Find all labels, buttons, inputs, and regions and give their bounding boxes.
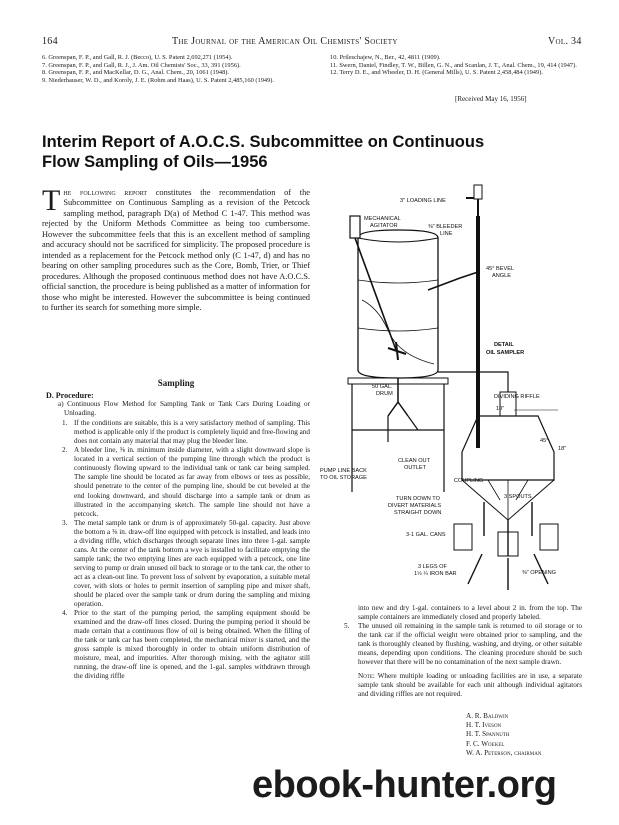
item-continuation: into new and dry 1-gal. containers to a level about 2 in. from the top. The sample containers are immediately closed and properly labeled. xyxy=(358,604,582,622)
label-detail-1: DETAIL xyxy=(494,342,514,348)
intro-text: constitutes the recommendation of the Subcommittee on Continuous Sampling as a revision of the Petcock sampling method, paragraph D(a) of Method C 1-47. This method was rejected by the Uniform Methods Committee as being too cumbersome. However the subcommittee feels that this is an excellent method of sampling and accuracy should not be sacrificed for simplicity. The proposed procedure is intended as a replacement for the Petcock method only (C 1-47, d) and has no bearing on other sampling procedures such as the Core, Bomb, Trier, or Thief procedures. Although the proposed continuous method does not have A.O.C.S. official sanction, the procedure is being published as a matter of information for those who might be interested. However the subcommittee is being continued to further its search for something more simple. xyxy=(42,188,310,312)
drum-top-rim xyxy=(358,238,438,242)
label-turn-2: DIVERT MATERIALS xyxy=(388,503,442,509)
item-text: Prior to the start of the pumping period, the sampling equipment should be examined and the draw-off lines closed. During the pumping period it should be made certain that a continuous flow of oil is being obtained. When the filling of the tank or tank car has been completed, the mechanical mixer is started, and the gross sample is mixed thoroughly in order to obtain uniform distribution of moisture, meal, and impurities. After thorough mixing, with the agitator still running, the draw-off line is opened, and the 1-gal. samples withdrawn through the dividing riffle xyxy=(74,609,310,681)
sample-can xyxy=(540,524,558,550)
volume-number: Vol. 34 xyxy=(548,36,582,47)
signature-name: A. R. Baldwin xyxy=(466,712,509,720)
agitator-blade xyxy=(388,342,406,360)
signature-name: H. T. Iveson xyxy=(466,721,502,730)
label-legs-1: 3 LEGS OF xyxy=(418,564,447,570)
page-number: 164 xyxy=(42,36,58,47)
intro-lead: he following report xyxy=(63,188,148,197)
article-title xyxy=(42,132,587,172)
label-dim-18: 18" xyxy=(558,446,567,452)
outlet-pipes xyxy=(388,416,418,442)
procedure-item xyxy=(62,446,310,518)
reference-item: 7. Greenspan, F. P., and Gall, R. J., J. Am. Oil Chemists' Soc., 33, 391 (1956). xyxy=(42,61,241,69)
label-cans: 3-1 GAL. CANS xyxy=(406,532,446,538)
watermark: ebook-hunter.org xyxy=(252,764,557,806)
label-riffle: DIVIDING RIFFLE xyxy=(494,394,540,400)
label-mechanical: MECHANICAL xyxy=(364,216,401,222)
label-angle-45: 45° xyxy=(540,438,549,444)
bleeder-line xyxy=(428,272,478,290)
title-line-1: Interim Report of A.O.C.S. Subcommittee on Continuous xyxy=(42,133,485,151)
note-label: Note: xyxy=(358,672,375,681)
oil-sampler-diagram xyxy=(318,180,588,600)
label-loading-line: 3" LOADING LINE xyxy=(400,198,446,204)
note-text: Where multiple loading or unloading facilities are in use, a separate sample tank should be available for each unit although individual agitators and dividing riffles are not required. xyxy=(358,672,582,699)
label-dim-10: 10" xyxy=(496,406,505,412)
label-clean-1: CLEAN OUT xyxy=(398,458,431,464)
procedure-subheading: a) Continuous Flow Method for Sampling Tank or Tank Cars During Loading or Unloading. xyxy=(58,400,310,418)
signature-name: W. A. Peterson, chairman xyxy=(466,748,542,757)
signature-name: F. C. Woekel xyxy=(466,739,505,748)
label-pump-1: PUMP LINE BACK xyxy=(320,468,367,474)
loading-line-pipe xyxy=(466,198,478,216)
reference-item: 12. Terry D. E., and Wheeler, D. H. (General Mills), U. S. Patent 2,458,484 (1949). xyxy=(330,69,543,77)
drop-cap: T xyxy=(42,184,61,217)
item-number: 5. xyxy=(344,622,350,631)
label-spouts: 3 SPOUTS xyxy=(504,494,532,500)
reference-item: 11. Swern, Daniel, Findley, T. W., Billen, G. N., and Scanlan, J. T., Anal. Chem., 19, 414 (1947). xyxy=(330,61,577,69)
references-right xyxy=(330,54,580,77)
agitator-motor xyxy=(350,216,360,238)
riffle-dividers xyxy=(488,480,528,520)
label-pump-2: TO OIL STORAGE xyxy=(320,475,367,481)
signature-name: H. T. Spannuth xyxy=(466,730,510,739)
procedure-item xyxy=(62,419,310,446)
title-line-2: Flow Sampling of Oils—1956 xyxy=(42,153,268,171)
label-bleeder-2: LINE xyxy=(440,231,453,237)
label-drum-1: 50 GAL. xyxy=(372,384,393,390)
item-number: 2. xyxy=(62,446,68,455)
label-bevel-2: ANGLE xyxy=(492,273,511,279)
label-clean-2: OUTLET xyxy=(404,465,427,471)
label-legs-2: 1½ ¼ IRON BAR xyxy=(414,571,457,577)
diagram-labels xyxy=(320,198,566,577)
label-coupling: COUPLING xyxy=(454,478,484,484)
item-number: 3. xyxy=(62,518,68,527)
item-text: If the conditions are suitable, this is a very satisfactory method of sampling. This method is applicable only if the product is completely liquid and free-flowing and does not contain any material that may plug the bleeder line. xyxy=(74,419,310,446)
label-turn-3: STRAIGHT DOWN xyxy=(394,510,442,516)
right-column-text xyxy=(344,604,582,699)
label-bleeder-1: ⅜" BLEEDER xyxy=(428,224,463,230)
received-date: [Received May 16, 1956] xyxy=(455,95,527,103)
item-number: 1. xyxy=(62,419,68,428)
item-text: The metal sample tank or drum is of approximately 50-gal. capacity. Just above the bottom a ⅜ in. draw-off line equipped with petcock is installed, and leads into a dividing riffle, which discharges through separate lines into three 1-gal. sample cans. At the center of the tank bottom a wye is installed to facilitate emptying the sample tank; the two emptying lines are each equipped with a petcock, one line serving to pump or drain unused oil back to storage or to the tank car, the other to act as a clean-out line. To prevent loss of solvent by evaporation, a suitable metal cover, with slots or holes to permit insertion of sampling pipe and mixer shaft, should be placed over the sample tank or drum during the sampling and mixing operation. xyxy=(74,518,310,609)
label-drum-2: DRUM xyxy=(376,391,393,397)
label-detail-2: OIL SAMPLER xyxy=(486,350,525,356)
label-bevel-1: 45° BEVEL xyxy=(486,266,515,272)
signatures xyxy=(466,712,541,758)
reference-item: 10. Prileschajew, N., Ber., 42, 4811 (1909). xyxy=(330,54,441,61)
item-text: The unused oil remaining in the sample tank is returned to oil storage or to the tank car if the official weight were obtained prior to sampling, and the tank is thoroughly cleaned by flushing, washing, and drying, or other suitable means, depending upon conditions. The cleaning procedure should be such however that there will be no contamination of the next sample drawn. xyxy=(358,622,582,667)
reference-item: 6. Greenspan, F. P., and Gall, R. J. (Becco), U. S. Patent 2,692,271 (1954). xyxy=(42,54,233,61)
reference-item: 8. Greenspan, F. P., and MacKellar, D. G., Anal. Chem., 20, 1061 (1948). xyxy=(42,69,230,77)
note-paragraph xyxy=(344,672,582,699)
procedure-item-5 xyxy=(344,622,582,667)
journal-title: The Journal of the American Oil Chemists' Society xyxy=(172,36,398,47)
item-number: 4. xyxy=(62,609,68,618)
section-heading: Sampling xyxy=(157,378,195,388)
item-text: A bleeder line, ⅜ in. minimum inside diameter, with a slight downward slope is located in a vertical section of the pumping line through which the product is continuously flowing upward to the individual tank or tank car being sampled. The sample line should be located as far away from elbows or tees as possible, should penetrate to the center of the pumping line, should be cut beveled at the end looking downward, and should discharge into a sample tank or drum as illustrated in the accompanying sketch. The sample line should not have a petcock. xyxy=(74,446,310,518)
riffle-housing xyxy=(462,416,554,480)
label-turn-1: TURN DOWN TO xyxy=(396,496,440,502)
sample-can xyxy=(454,524,472,550)
label-opening: ⅜" OPENING xyxy=(522,570,557,576)
procedure-item xyxy=(62,519,310,609)
procedure-heading: D. Procedure: xyxy=(46,391,94,400)
procedure-item xyxy=(62,609,310,681)
loading-line-cap xyxy=(474,185,482,199)
references-left xyxy=(42,54,304,84)
procedure-block xyxy=(46,391,310,682)
intro-paragraph xyxy=(42,184,310,313)
reference-item: 9. Niederhauser, W. D., and Koroly, J. E. (Rohm and Haas), U. S. Patent 2,485,160 (1949). xyxy=(42,76,275,84)
agitator-shaft xyxy=(355,238,396,350)
label-agitator: AGITATOR xyxy=(370,223,398,229)
